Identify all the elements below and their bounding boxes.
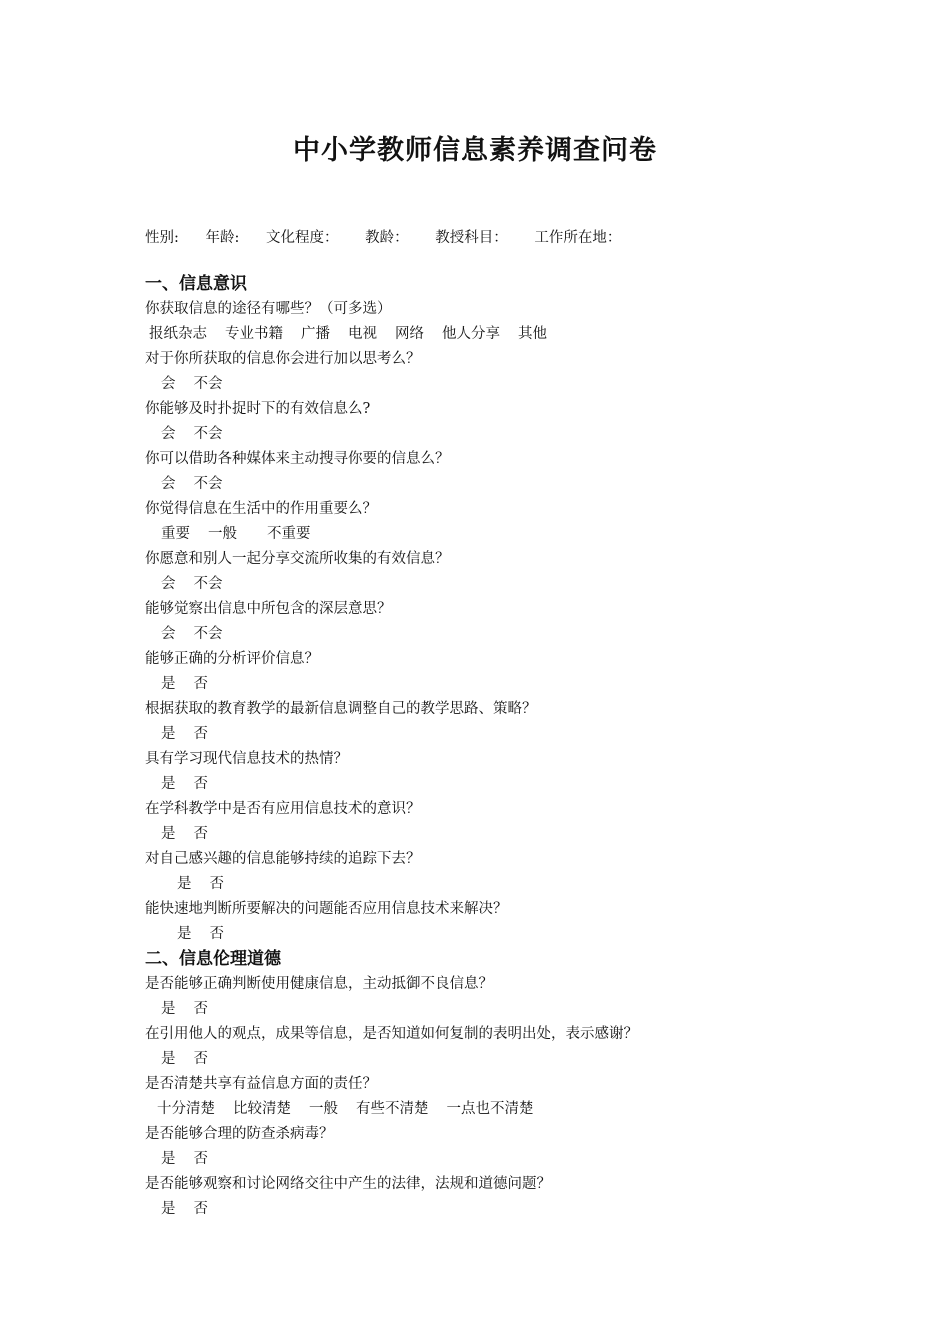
- options-row: [145, 472, 825, 497]
- options-row: [145, 1097, 825, 1122]
- option[interactable]: 会: [161, 376, 176, 392]
- options-row: [145, 622, 825, 647]
- question-text: 根据获取的教育教学的最新信息调整自己的教学思路、策略？: [145, 701, 537, 717]
- option[interactable]: 是: [161, 1001, 176, 1017]
- option[interactable]: 十分清楚: [157, 1101, 215, 1117]
- section-heading: 二、信息伦理道德: [145, 949, 281, 969]
- option[interactable]: 一点也不清楚: [446, 1101, 534, 1117]
- options-row: [145, 322, 825, 347]
- option[interactable]: 否: [209, 926, 224, 942]
- option[interactable]: 不会: [193, 626, 223, 642]
- option[interactable]: 否: [193, 676, 208, 692]
- option[interactable]: 否: [193, 1001, 208, 1017]
- options-row: [145, 672, 825, 697]
- question-text: 在引用他人的观点，成果等信息，是否知道如何复制的表明出处，表示感谢？: [145, 1026, 638, 1042]
- options-row: [145, 1147, 825, 1172]
- options-row: [145, 422, 825, 447]
- question-text: 能够正确的分析评价信息？: [145, 651, 319, 667]
- option[interactable]: 否: [193, 1151, 208, 1167]
- options-row: [145, 997, 825, 1022]
- option[interactable]: 不会: [193, 426, 223, 442]
- option[interactable]: 是: [161, 726, 176, 742]
- question-text: 对自己感兴趣的信息能够持续的追踪下去？: [145, 851, 421, 867]
- option[interactable]: 否: [193, 776, 208, 792]
- option[interactable]: 电视: [348, 326, 377, 342]
- question-text: 在学科教学中是否有应用信息技术的意识？: [145, 801, 421, 817]
- options-row: [145, 372, 825, 397]
- question-text: 是否能够正确判断使用健康信息，主动抵御不良信息？: [145, 976, 493, 992]
- option[interactable]: 不重要: [267, 526, 311, 542]
- option[interactable]: 否: [209, 876, 224, 892]
- question-text: 是否能够观察和讨论网络交往中产生的法律，法规和道德问题？: [145, 1176, 551, 1192]
- info-field-education: 文化程度：: [266, 230, 339, 246]
- option[interactable]: 报纸杂志: [149, 326, 207, 342]
- options-row: [145, 1047, 825, 1072]
- option[interactable]: 不会: [193, 476, 223, 492]
- option[interactable]: 比较清楚: [233, 1101, 291, 1117]
- options-row: [145, 872, 825, 897]
- option[interactable]: 否: [193, 1201, 208, 1217]
- option[interactable]: 会: [161, 576, 176, 592]
- option[interactable]: 他人分享: [442, 326, 500, 342]
- question-text: 你能够及时扑捉时下的有效信息么?: [145, 401, 371, 417]
- question-text: 你愿意和别人一起分享交流所收集的有效信息？: [145, 551, 450, 567]
- question-text: 你觉得信息在生活中的作用重要么？: [145, 501, 377, 517]
- question-text: 是否清楚共享有益信息方面的责任？: [145, 1076, 377, 1092]
- question-text: 具有学习现代信息技术的热情？: [145, 751, 348, 767]
- option[interactable]: 是: [161, 826, 176, 842]
- info-field-age: 年龄:: [205, 230, 240, 246]
- option[interactable]: 是: [161, 1051, 176, 1067]
- option[interactable]: 会: [161, 626, 176, 642]
- section-heading: 一、信息意识: [145, 274, 247, 294]
- option[interactable]: 否: [193, 1051, 208, 1067]
- respondent-info-line: [145, 226, 643, 247]
- option[interactable]: 是: [177, 926, 192, 942]
- question-text: 你可以借助各种媒体来主动搜寻你要的信息么？: [145, 451, 450, 467]
- options-row: [145, 1197, 825, 1222]
- options-row: [145, 922, 825, 947]
- option[interactable]: 是: [161, 1201, 176, 1217]
- question-text: 能快速地判断所要解决的问题能否应用信息技术来解决？: [145, 901, 508, 917]
- page-title: 中小学教师信息素养调查问卷: [293, 135, 657, 166]
- option[interactable]: 会: [161, 476, 176, 492]
- option[interactable]: 是: [177, 876, 192, 892]
- option[interactable]: 是: [161, 1151, 176, 1167]
- option[interactable]: 专业书籍: [225, 326, 283, 342]
- option[interactable]: 否: [193, 826, 208, 842]
- option[interactable]: 网络: [395, 326, 424, 342]
- info-field-gender: 性别:: [145, 230, 179, 246]
- option[interactable]: 其他: [518, 326, 547, 342]
- options-row: [145, 522, 825, 547]
- options-row: [145, 822, 825, 847]
- option[interactable]: 是: [161, 676, 176, 692]
- option[interactable]: 否: [193, 726, 208, 742]
- question-text: 是否能够合理的防查杀病毒？: [145, 1126, 334, 1142]
- question-text: 对于你所获取的信息你会进行加以思考么？: [145, 351, 421, 367]
- option[interactable]: 一般: [208, 526, 237, 542]
- option[interactable]: 广播: [301, 326, 330, 342]
- info-field-subject: 教授科目：: [435, 230, 508, 246]
- question-text: 能够觉察出信息中所包含的深层意思？: [145, 601, 392, 617]
- question-text: 你获取信息的途径有哪些？（可多选）: [145, 301, 392, 317]
- option[interactable]: 不会: [193, 376, 223, 392]
- option[interactable]: 重要: [161, 526, 190, 542]
- questionnaire-body: [145, 272, 825, 1222]
- options-row: [145, 572, 825, 597]
- info-field-workplace: 工作所在地：: [534, 230, 622, 246]
- option[interactable]: 不会: [193, 576, 223, 592]
- option[interactable]: 有些不清楚: [356, 1101, 429, 1117]
- option[interactable]: 是: [161, 776, 176, 792]
- option[interactable]: 一般: [309, 1101, 338, 1117]
- options-row: [145, 772, 825, 797]
- option[interactable]: 会: [161, 426, 176, 442]
- info-field-teaching-years: 教龄：: [365, 230, 409, 246]
- options-row: [145, 722, 825, 747]
